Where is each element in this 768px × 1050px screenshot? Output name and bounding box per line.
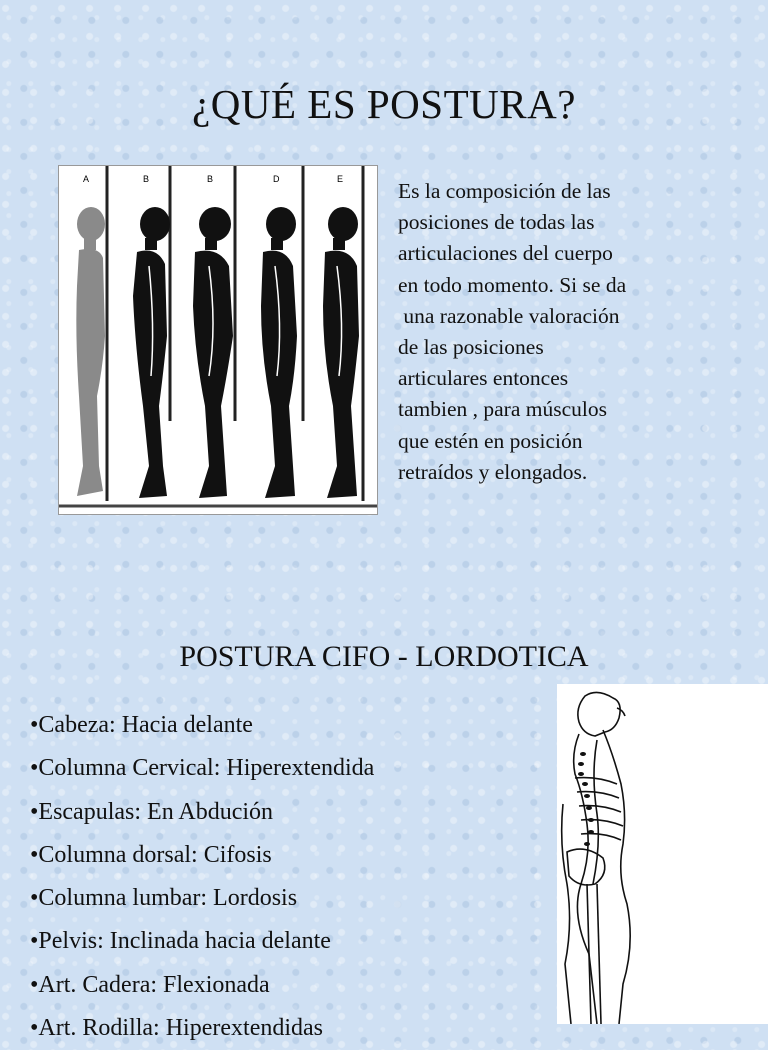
spine-illustration [557, 684, 768, 1024]
definition-line: de las posiciones [398, 335, 544, 360]
definition-line: articulares entonces [398, 366, 569, 391]
figure-label-c: B [207, 174, 214, 184]
posture-figure-c [193, 207, 233, 498]
figure-label-e: E [337, 174, 344, 184]
definition-line: posiciones de todas las [398, 210, 595, 235]
list-item: •Columna Cervical: Hiperextendida [30, 755, 375, 782]
posture-bullet-list [30, 704, 374, 1050]
list-item: •Art. Cadera: Flexionada [30, 971, 270, 998]
posture-figure-a [76, 207, 105, 496]
definition-line: tambien , para músculos [398, 397, 607, 422]
list-item: •Art. Rodilla: Hiperextendidas [30, 1015, 324, 1042]
spine-figure [557, 684, 768, 1024]
posture-figure-b [133, 207, 170, 498]
postures-figure [58, 165, 378, 515]
list-item: •Cabeza: Hacia delante [30, 712, 253, 738]
section-title: POSTURA CIFO - LORDOTICA [179, 640, 589, 673]
list-item: •Columna lumbar: Lordosis [30, 885, 298, 912]
definition-line: Es la composición de las [398, 179, 611, 203]
definition-line: retraídos y elongados. [398, 459, 588, 484]
figure-label-d: D [273, 174, 280, 184]
definition-line: articulaciones del cuerpo [398, 241, 613, 266]
definition-line: una razonable valoración [398, 303, 620, 328]
definition-line: en todo momento. Si se da [398, 272, 627, 297]
definition-line: que estén en posición [398, 428, 583, 453]
figure-label-a: A [83, 174, 90, 184]
postures-illustration [59, 166, 377, 514]
list-item: •Escapulas: En Abdución [30, 798, 274, 825]
slide-title: ¿QUÉ ES POSTURA? [192, 81, 576, 127]
definition-text [398, 176, 702, 488]
list-item: •Pelvis: Inclinada hacia delante [30, 928, 331, 955]
figure-label-b: B [143, 174, 150, 184]
list-item: •Columna dorsal: Cifosis [30, 841, 272, 868]
